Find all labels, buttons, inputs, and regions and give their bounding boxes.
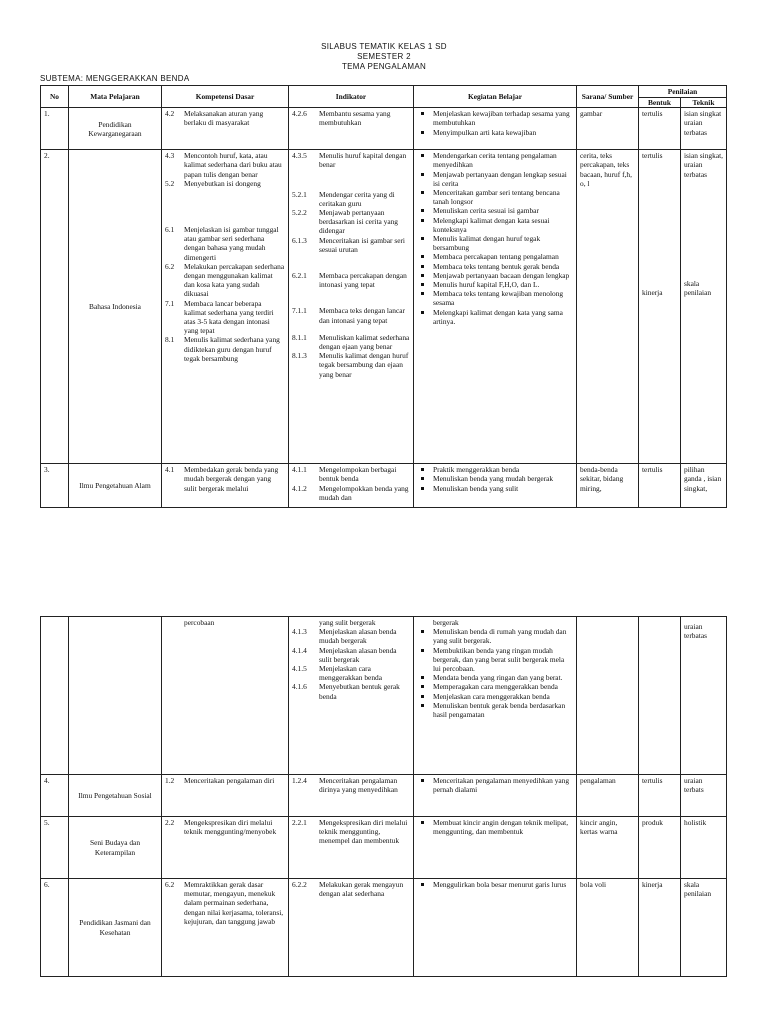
header-kegiatan-belajar: Kegiatan Belajar	[414, 86, 577, 108]
list-item: Menulis kalimat dengan huruf tegak bersambung	[417, 234, 573, 252]
assessment-form-cell	[639, 617, 681, 775]
assessment-form-cell: kinerja	[639, 879, 681, 977]
resource-cell: kincir angin, kertas warna	[577, 817, 639, 879]
activity-cell: bergerak Menuliskan benda di rumah yang mudah dan yang sulit bergerak. Membuktikan benda yang ringan mudah bergerak, dan yang berat sulit bergerak mela lui percobaan. Mendata benda yang ringan dan yang berat. Memperagakan cara menggerakkan benda Menjelaskan cara menggerakkan benda Menuliskan bentuk gerak benda berdasarkan hasil pengamatan	[414, 617, 577, 775]
row-number: 4.	[41, 775, 69, 817]
list-item: Mendengarkan cerita tentang pengalaman menyedihkan	[417, 151, 573, 169]
subtheme-label: SUBTEMA: MENGGERAKKAN BENDA	[40, 74, 190, 83]
row-number: 5.	[41, 817, 69, 879]
indicator-cell: 6.2.2 Melakukan gerak mengayun dengan alat sederhana	[289, 879, 414, 977]
row-number: 1.	[41, 108, 69, 150]
activity-cell	[414, 464, 577, 508]
theme-label: TEMA PENGALAMAN	[341, 62, 427, 71]
list-item: Mendata benda yang ringan dan yang berat.	[417, 673, 573, 682]
activity-cell	[414, 108, 577, 150]
list-item: Membaca percakapan tentang pengalaman	[417, 252, 573, 261]
subject-name	[69, 617, 162, 775]
assessment-form-cell: tertulis	[639, 108, 681, 150]
list-item: Memperagakan cara menggerakkan benda	[417, 682, 573, 691]
subject-name: Bahasa Indonesia	[69, 150, 162, 464]
header-sarana-sumber: Sarana/ Sumber	[577, 86, 639, 108]
subject-name: Pendidikan Kewarganegaraan	[69, 108, 162, 150]
subject-name: Ilmu Pengetahuan Sosial	[69, 775, 162, 817]
list-item: Melengkapi kalimat dengan kata sesuai konteksnya	[417, 216, 573, 234]
table-row	[41, 617, 727, 775]
competency-cell: 6.2 Memraktikkan gerak dasar memutar, mengayun, menekuk dalam permainan sederhana, dengan nilai kerjasama, toleransi, kejujuran, dan tanggung jawab	[162, 879, 289, 977]
list-item: Menggulirkan bola besar menurut garis lurus	[417, 880, 573, 889]
activity-cell	[414, 150, 577, 464]
list-item: Menyimpulkan arti kata kewajiban	[417, 128, 573, 137]
resource-cell: gambar	[577, 108, 639, 150]
assessment-technique-cell: isian singkat uraian terbatas	[681, 108, 727, 150]
list-item: Membaca teks tentang bentuk gerak benda	[417, 262, 573, 271]
header-mata-pelajaran: Mata Pelajaran	[69, 86, 162, 108]
list-item: Menulis huruf kapital F,H,O, dan L.	[417, 280, 573, 289]
competency-cell: 1.2 Menceritakan pengalaman diri	[162, 775, 289, 817]
assessment-form-cell: tertulis	[639, 464, 681, 508]
list-item: Menjelaskan kewajiban terhadap sesama yang membutuhkan	[417, 109, 573, 127]
resource-cell: bola voli	[577, 879, 639, 977]
assessment-technique-cell: skala penilaian	[681, 879, 727, 977]
table-row	[41, 108, 727, 150]
list-item: Menuliskan benda yang sulit	[417, 484, 573, 493]
list-item: Menjawab pertanyaan bacaan dengan lengkap	[417, 271, 573, 280]
indicator-cell: 1.2.4 Menceritakan pengalaman dirinya yang menyedihkan	[289, 775, 414, 817]
indicator-cell: 4.3.5 Menulis huruf kapital dengan benar 5.2.1 Mendengar cerita yang di ceritakan guru 5.2.2 Menjawab pertanyaan berdasarkan isi cerita yang didengar 6.1.3 Menceritakan isi gambar seri sesuai urutan 6.2.1 Membaca percakapan dengan intonasi yang tepat 7.1.1 Membaca teks dengan lancar dan intonasi yang tepat 8.1.1 Menuliskan kalimat sederhana dengan ejaan yang benar 8.1.3 Menulis kalimat dengan huruf tegak bersambung dan ejaan yang benar	[289, 150, 414, 464]
syllabus-table-page-2	[40, 616, 727, 977]
list-item: Menceritakan gambar seri tentang bencana tanah longsor	[417, 188, 573, 206]
assessment-form-cell: tertulis	[639, 775, 681, 817]
indicator-cell: 2.2.1 Mengekspresikan diri melalui teknik menggunting, menempel dan membentuk	[289, 817, 414, 879]
assessment-form-written: tertulis	[642, 151, 663, 161]
list-item: Menuliskan benda di rumah yang mudah dan yang sulit bergerak.	[417, 627, 573, 645]
competency-cell: 4.3 Mencontoh huruf, kata, atau kalimat sederhana dari buku atau papan tulis dengan benar 5.2 Menyebutkan isi dongeng 6.1 Menjelaskan isi gambar tunggal atau gambar seri sederhana dengan bahasa yang mudah dimengerti 6.2 Melakukan percakapan sederhana dengan menggunakan kalimat dan kosa kata yang sudah dikuasai 7.1 Membaca lancar beberapa kalimat sederhana yang terdiri atas 3-5 kata dengan intonasi yang tepat 8.1 Menulis kalimat sederhana yang didiktekan guru dengan huruf tegak bersambung	[162, 150, 289, 464]
subject-name: Pendidikan Jasmani dan Kesehatan	[69, 879, 162, 977]
indicator-cell: 4.1.1 Mengelompokan berbagai bentuk benda 4.1.2 Mengelompokkan benda yang mudah dan	[289, 464, 414, 508]
assessment-technique-written: isian singkat, uraian terbatas	[684, 151, 724, 179]
list-item: Menceritakan pengalaman menyedihkan yang pernah dialami	[417, 776, 573, 794]
competency-cell: percobaan	[162, 617, 289, 775]
assessment-technique-cell: holistik	[681, 817, 727, 879]
row-number: 2.	[41, 150, 69, 464]
indicator-cell: yang sulit bergerak 4.1.3 Menjelaskan alasan benda mudah bergerak 4.1.4 Menjelaskan alasan benda sulit bergerak 4.1.5 Menjelaskan cara menggerakkan benda 4.1.6 Menyebutkan bentuk gerak benda	[289, 617, 414, 775]
header-no: No	[41, 86, 69, 108]
header-penilaian: Penilaian	[639, 86, 727, 98]
assessment-form-performance: kinerja	[642, 288, 663, 298]
assessment-form-cell	[639, 150, 681, 464]
competency-cell: 4.1 Membedakan gerak benda yang mudah bergerak dengan yang sulit bergerak melalui	[162, 464, 289, 508]
table-row	[41, 879, 727, 977]
row-number	[41, 617, 69, 775]
list-item: Membaca teks tentang kewajiban menolong sesama	[417, 289, 573, 307]
assessment-technique-cell: uraian terbatas	[681, 617, 727, 775]
activity-cell	[414, 817, 577, 879]
list-item: Melengkapi kalimat dengan kata yang sama artinya.	[417, 308, 573, 326]
row-number: 3.	[41, 464, 69, 508]
semester-label: SEMESTER 2	[357, 52, 411, 61]
resource-cell: cerita, teks percakapan, teks bacaan, huruf f,h, o, l	[577, 150, 639, 464]
list-item: Membuat kincir angin dengan teknik melipat, menggunting, dan membentuk	[417, 818, 573, 836]
header-teknik: Teknik	[681, 98, 727, 108]
assessment-technique-performance: skala penilaian	[684, 278, 712, 298]
table-row	[41, 464, 727, 508]
table-row	[41, 817, 727, 879]
assessment-technique-cell: uraian terbats	[681, 775, 727, 817]
assessment-technique-cell	[681, 150, 727, 464]
competency-cell: 2.2 Mengekspresikan diri melalui teknik menggunting/menyobek	[162, 817, 289, 879]
header-bentuk: Bentuk	[639, 98, 681, 108]
resource-cell: benda-benda sekitar, bidang miring,	[577, 464, 639, 508]
indicator-cell: 4.2.6 Membantu sesama yang membutuhkan	[289, 108, 414, 150]
document-title: SILABUS TEMATIK KELAS 1 SD	[321, 42, 447, 51]
assessment-technique-cell: pilihan ganda , isian singkat,	[681, 464, 727, 508]
resource-cell	[577, 617, 639, 775]
subject-name: Ilmu Pengetahuan Alam	[69, 464, 162, 508]
list-item: Membuktikan benda yang ringan mudah bergerak, dan yang berat sulit bergerak mela lui percobaan.	[417, 646, 573, 674]
list-item: Menjelaskan cara menggerakkan benda	[417, 692, 573, 701]
list-item: Menuliskan bentuk gerak benda berdasarkan hasil pengamatan	[417, 701, 573, 719]
activity-cell	[414, 879, 577, 977]
list-item: Praktik menggerakkan benda	[417, 465, 573, 474]
subject-name: Seni Budaya dan Keterampilan	[69, 817, 162, 879]
header-kompetensi-dasar: Kompetensi Dasar	[162, 86, 289, 108]
resource-cell: pengalaman	[577, 775, 639, 817]
competency-cell: 4.2 Melaksanakan aturan yang berlaku di masyarakat	[162, 108, 289, 150]
list-item: Menuliskan cerita sesuai isi gambar	[417, 206, 573, 215]
row-number: 6.	[41, 879, 69, 977]
table-row	[41, 775, 727, 817]
syllabus-table-page-1	[40, 85, 727, 508]
assessment-form-cell: produk	[639, 817, 681, 879]
table-row	[41, 150, 727, 464]
activity-cell	[414, 775, 577, 817]
header-indikator: Indikator	[289, 86, 414, 108]
list-item: Menjawab pertanyaan dengan lengkap sesuai isi cerita	[417, 170, 573, 188]
list-item: Menuliskan benda yang mudah bergerak	[417, 474, 573, 483]
